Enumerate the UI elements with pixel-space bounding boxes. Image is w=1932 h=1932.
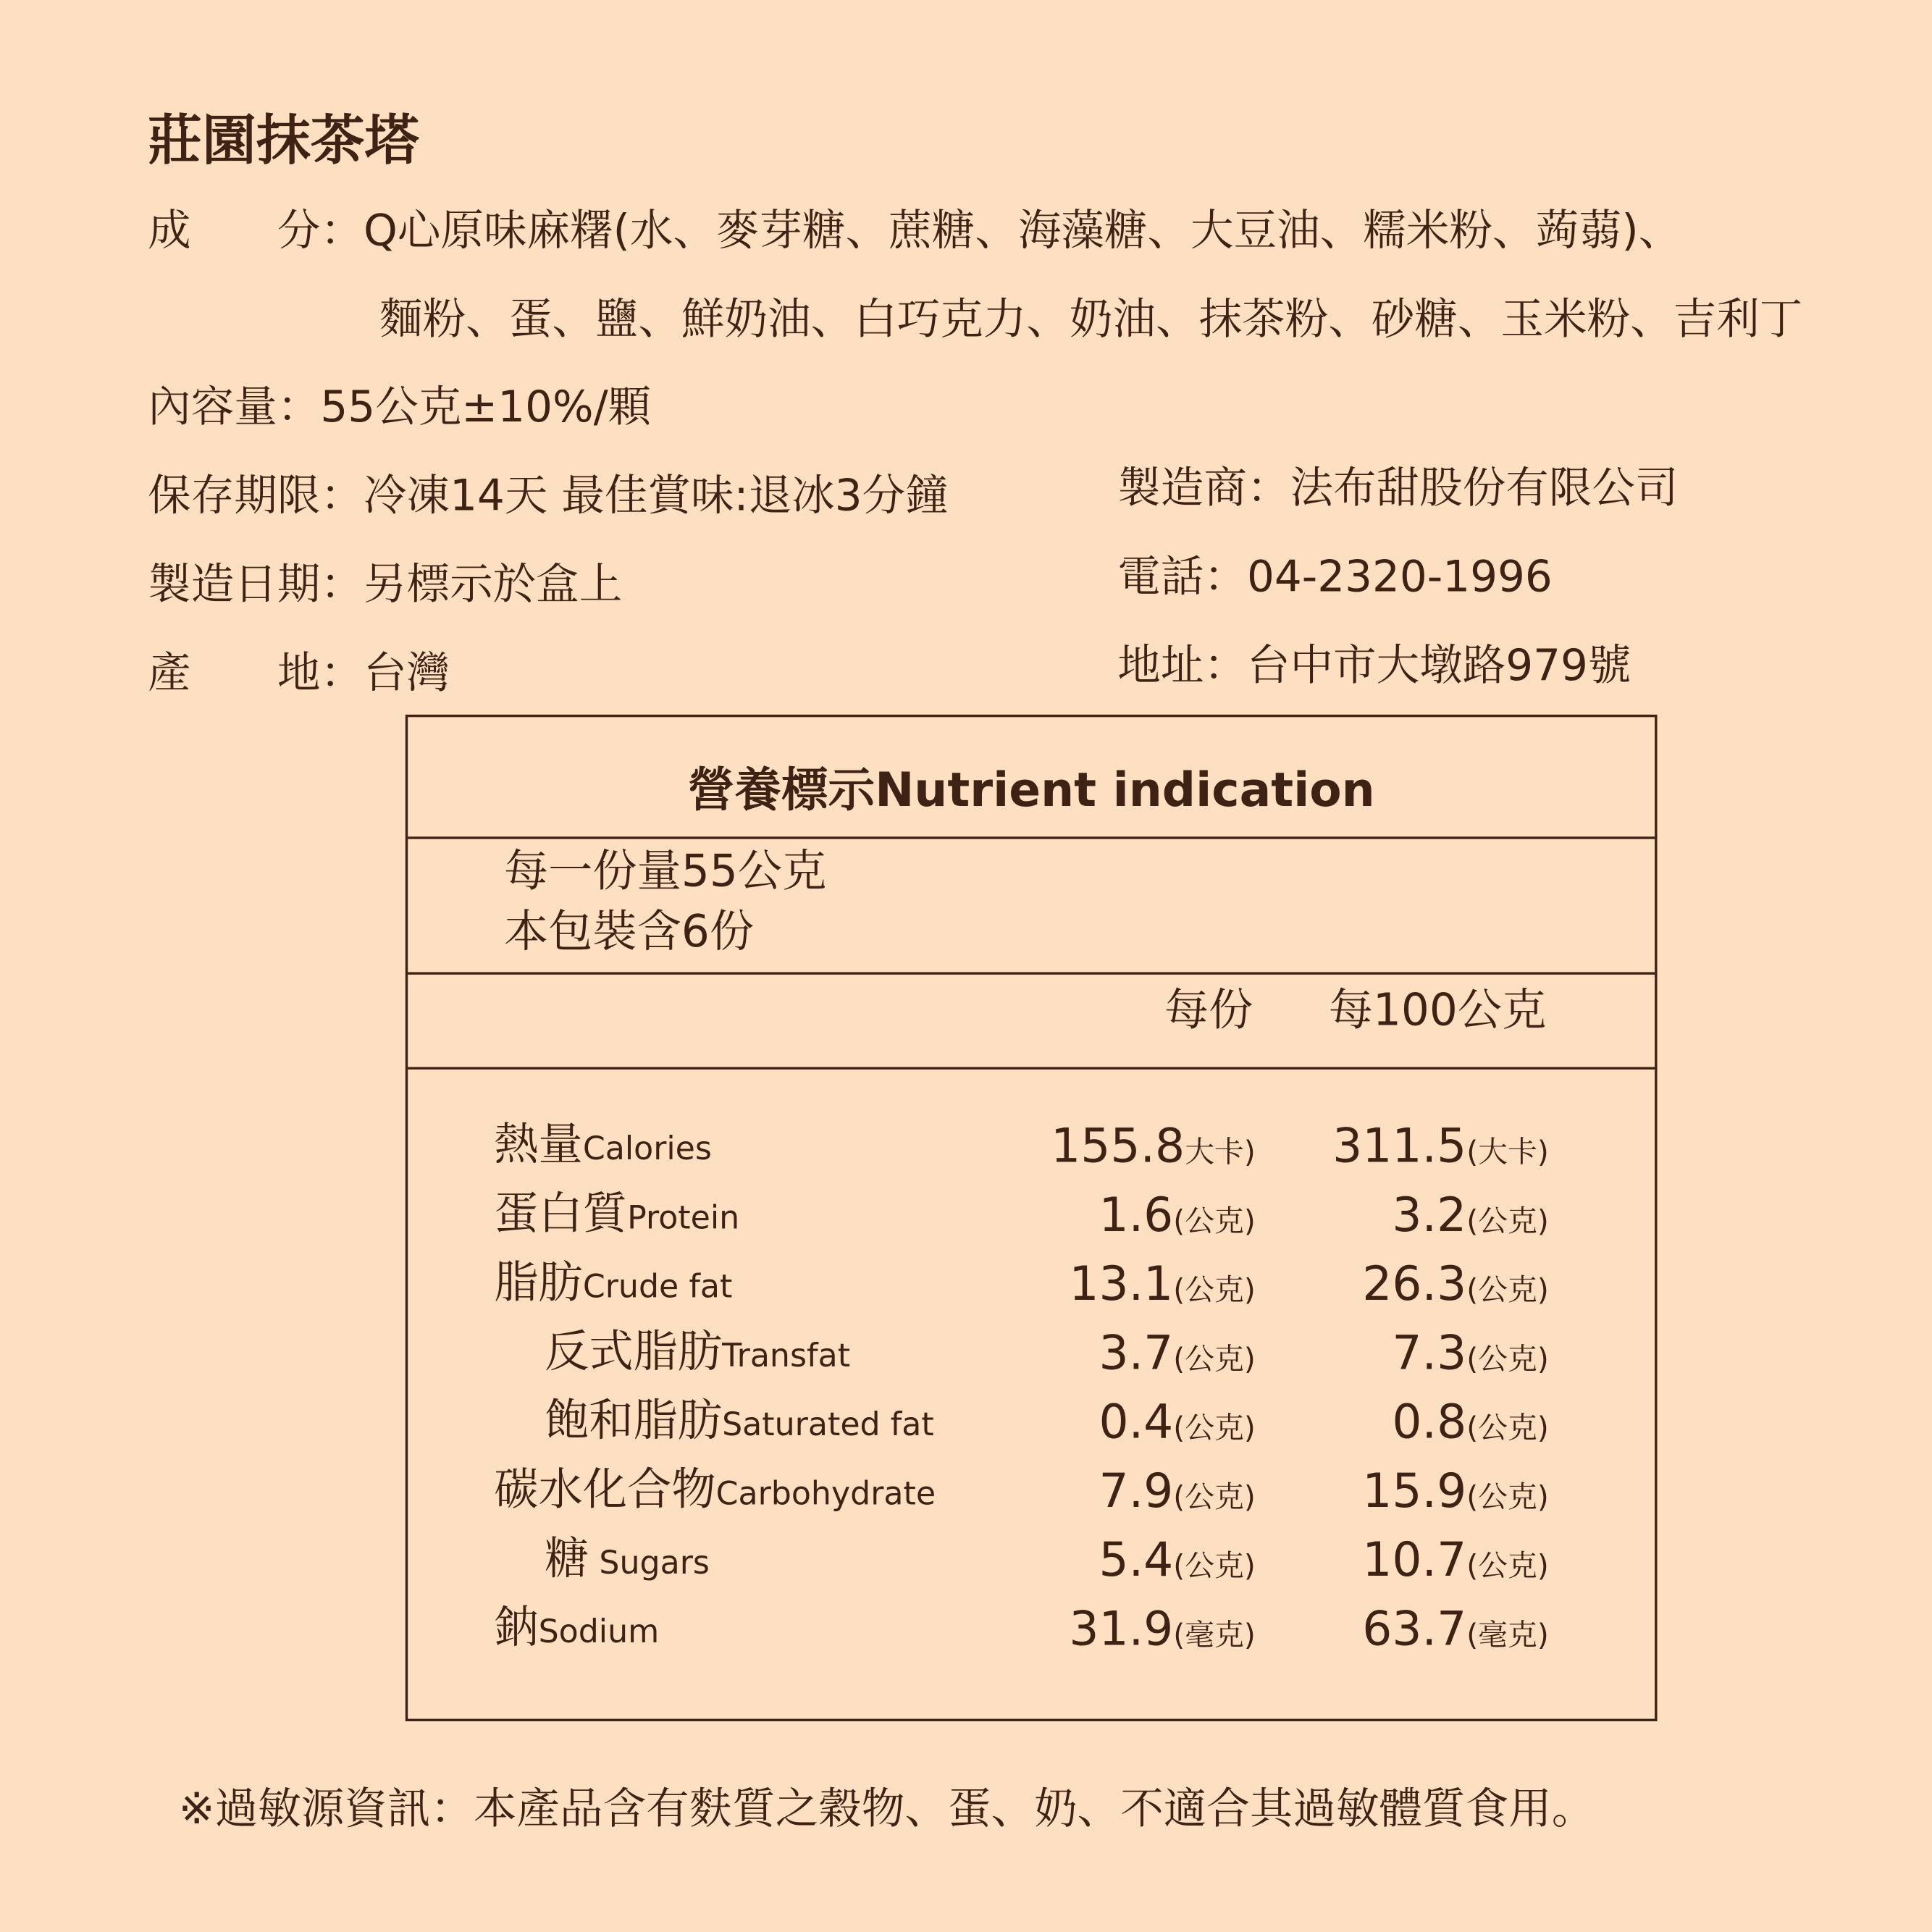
unit: (公克) <box>1466 1204 1549 1239</box>
unit: 大卡) <box>1185 1135 1256 1169</box>
unit: (公克) <box>1466 1272 1549 1308</box>
unit: (毫克) <box>1173 1618 1256 1652</box>
phone <box>1117 553 1553 603</box>
allergen-info: ※過敏源資訊：本產品含有麩質之穀物、蛋、奶、不適合其過敏體質食用。 <box>178 1785 1595 1835</box>
value: 31.9 <box>1069 1601 1174 1656</box>
per-serving-value <box>1099 1533 1255 1587</box>
unit: (公克) <box>1466 1479 1549 1515</box>
nutrient-name-zh: 熱量 <box>494 1120 583 1171</box>
per-100g-value <box>1392 1326 1548 1380</box>
unit: (公克) <box>1173 1341 1256 1377</box>
nutrient-name-en: Crude fat <box>582 1269 733 1306</box>
address-label: 地址： <box>1117 642 1247 692</box>
per-100g-value <box>1362 1463 1549 1518</box>
unit: (公克) <box>1173 1479 1256 1515</box>
value: 1.6 <box>1099 1188 1174 1243</box>
per-serving-value <box>1099 1463 1255 1518</box>
nutrient-label <box>494 1455 936 1518</box>
net-content-label: 內容量： <box>148 383 321 433</box>
manufacture-date <box>148 560 623 610</box>
value: 15.9 <box>1362 1463 1467 1519</box>
nutrition-table <box>406 715 1658 1721</box>
per-serving-value <box>1099 1188 1255 1242</box>
serving-size: 每一份量55公克 <box>503 846 827 897</box>
phone-label: 電話： <box>1117 553 1247 603</box>
value: 13.1 <box>1069 1256 1174 1311</box>
per-100g-value <box>1392 1395 1548 1449</box>
ingredients-row <box>148 206 1682 256</box>
per-100g-value <box>1362 1602 1549 1656</box>
per-100g-value <box>1392 1188 1548 1242</box>
shelf-life <box>148 471 949 521</box>
nutrient-row <box>408 1249 1655 1311</box>
origin-label: 產 地： <box>148 649 364 699</box>
per-100g-value <box>1332 1119 1549 1173</box>
manufacture-date-value: 另標示於盒上 <box>363 560 623 610</box>
nutrient-row <box>408 1595 1655 1656</box>
nutrient-label <box>494 1248 732 1311</box>
per-serving-value <box>1051 1119 1256 1173</box>
divider <box>408 1067 1655 1069</box>
nutrient-name-zh: 鈉 <box>494 1603 539 1654</box>
net-content-value: 55公克±10%/顆 <box>320 383 652 433</box>
unit: (公克) <box>1173 1204 1256 1239</box>
unit: (大卡) <box>1466 1135 1549 1169</box>
value: 7.9 <box>1099 1463 1174 1519</box>
col-per-serving: 每份 <box>1164 986 1253 1036</box>
manufacturer-value: 法布甜股份有限公司 <box>1290 464 1679 514</box>
divider <box>408 836 1655 839</box>
per-100g-value <box>1362 1257 1549 1311</box>
nutrient-name-zh: 反式脂肪 <box>545 1327 723 1378</box>
manufacturer <box>1117 464 1679 514</box>
nutrient-name-zh: 飽和脂肪 <box>545 1395 723 1447</box>
nutrient-row <box>408 1387 1655 1449</box>
nutrient-name-zh: 脂肪 <box>494 1258 583 1309</box>
nutrient-row <box>408 1525 1655 1587</box>
nutrient-name-en: Sodium <box>538 1613 660 1652</box>
nutrient-label <box>494 1179 739 1242</box>
net-content <box>148 383 652 433</box>
origin-value: 台灣 <box>363 649 450 699</box>
nutrient-row <box>408 1319 1655 1380</box>
value: 5.4 <box>1099 1532 1174 1587</box>
value: 7.3 <box>1392 1325 1467 1380</box>
value: 3.2 <box>1392 1188 1467 1243</box>
nutrient-name-zh: 蛋白質 <box>494 1188 628 1240</box>
per-serving-value <box>1099 1395 1255 1449</box>
unit: (公克) <box>1173 1272 1256 1308</box>
per-100g-value <box>1362 1533 1549 1587</box>
value: 311.5 <box>1332 1118 1467 1173</box>
product-name: 莊園抹茶塔 <box>148 109 419 173</box>
nutrient-name-en: Saturated fat <box>722 1407 934 1445</box>
nutrition-title: 營養標示Nutrient indication <box>687 763 1375 818</box>
value: 10.7 <box>1362 1532 1467 1587</box>
nutrient-name-en: Protein <box>627 1200 740 1238</box>
manufacture-date-label: 製造日期： <box>148 560 364 610</box>
unit: (公克) <box>1466 1548 1549 1584</box>
address-value: 台中市大墩路979號 <box>1246 642 1631 692</box>
col-per-100g: 每100公克 <box>1328 986 1547 1036</box>
nutrient-name-en: Transfat <box>722 1337 851 1375</box>
value: 155.8 <box>1051 1118 1185 1173</box>
unit: (公克) <box>1466 1411 1549 1445</box>
origin <box>148 649 450 699</box>
nutrient-name-en: Sugars <box>589 1545 710 1582</box>
servings-per-package: 本包裝含6份 <box>503 907 755 958</box>
unit: (毫克) <box>1466 1618 1549 1652</box>
per-serving-value <box>1099 1326 1255 1380</box>
ingredients-line2: 麵粉、蛋、鹽、鮮奶油、白巧克力、奶油、抹茶粉、砂糖、玉米粉、吉利丁 <box>379 295 1803 345</box>
nutrient-label <box>494 1110 712 1173</box>
per-serving-value <box>1069 1257 1256 1311</box>
address <box>1117 642 1631 692</box>
ingredients-line1: Q心原味麻糬(水、麥芽糖、蔗糖、海藻糖、大豆油、糯米粉、蒟蒻)、 <box>363 206 1682 256</box>
value: 63.7 <box>1362 1601 1467 1656</box>
value: 3.7 <box>1099 1325 1174 1380</box>
nutrient-label <box>545 1386 934 1449</box>
ingredients-label: 成 分： <box>148 206 364 256</box>
nutrient-label <box>545 1317 850 1380</box>
nutrient-row <box>408 1180 1655 1242</box>
nutrient-name-zh: 碳水化合物 <box>494 1465 716 1516</box>
phone-value: 04-2320-1996 <box>1246 553 1553 603</box>
divider <box>408 972 1655 974</box>
unit: (公克) <box>1173 1411 1256 1445</box>
value: 0.4 <box>1099 1395 1174 1449</box>
nutrient-label <box>545 1524 710 1587</box>
nutrient-row <box>408 1112 1655 1173</box>
nutrient-row <box>408 1456 1655 1518</box>
unit: (公克) <box>1466 1341 1549 1377</box>
nutrient-name-en: Carbohydrate <box>715 1476 936 1513</box>
shelf-life-value: 冷凍14天 最佳賞味:退冰3分鐘 <box>363 471 949 521</box>
nutrient-name-en: Calories <box>582 1130 712 1169</box>
value: 0.8 <box>1392 1395 1467 1449</box>
nutrient-name-zh: 糖 <box>545 1534 589 1585</box>
per-serving-value <box>1069 1602 1256 1656</box>
nutrient-label <box>494 1593 659 1656</box>
value: 26.3 <box>1362 1256 1467 1311</box>
manufacturer-label: 製造商： <box>1117 464 1290 514</box>
unit: (公克) <box>1173 1548 1256 1584</box>
shelf-life-label: 保存期限： <box>148 471 364 521</box>
